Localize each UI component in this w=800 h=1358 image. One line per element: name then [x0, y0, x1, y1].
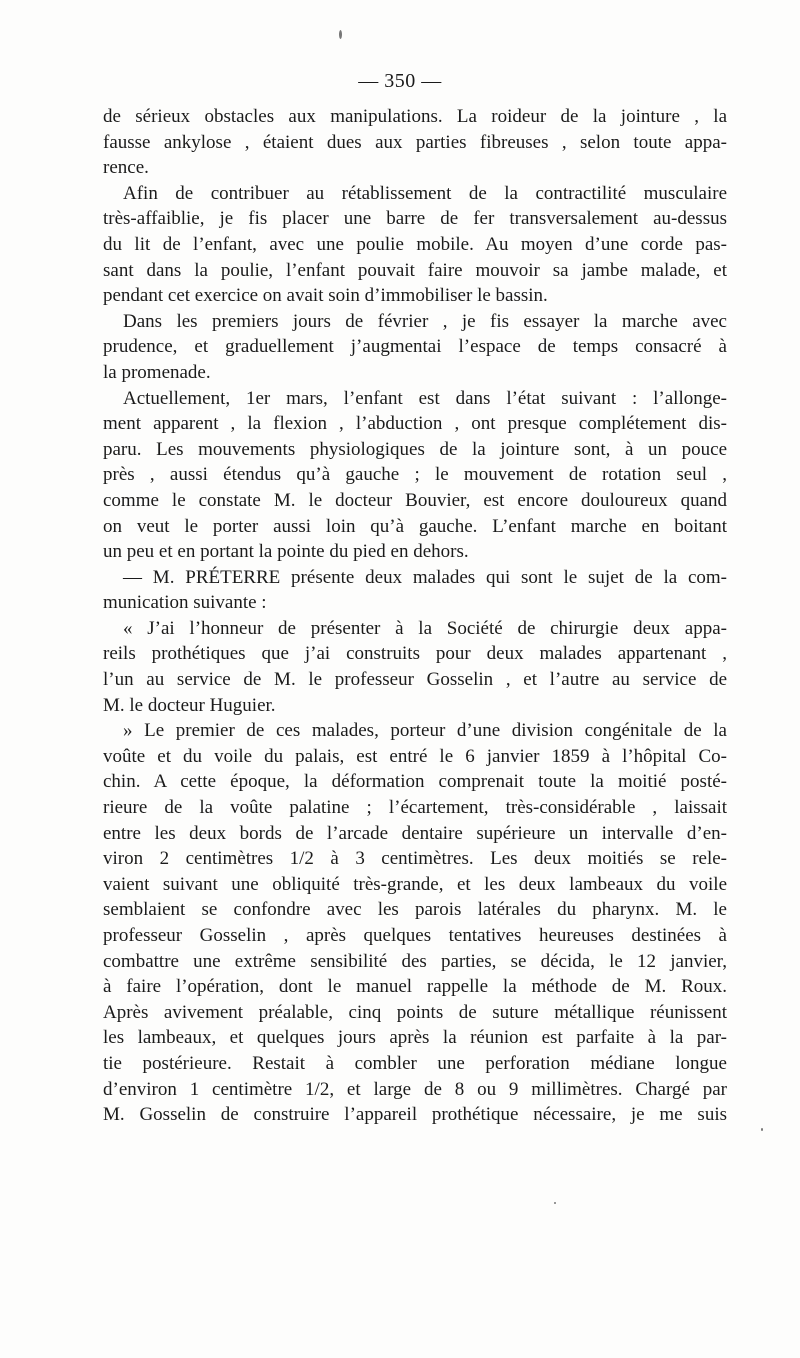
text-line: vaient suivant une obliquité très-grande, et les deux lambeaux du voile [103, 873, 727, 895]
text-line: reils prothétiques que j’ai construits pour deux malades appartenant , [103, 643, 727, 665]
text-line: la promenade. [103, 361, 211, 383]
text-line: — M. PRÉTERRE présente deux malades qui sont le sujet de la com- [123, 566, 727, 588]
text-line: fausse ankylose , étaient dues aux parties fibreuses , selon toute appa- [103, 131, 727, 153]
text-line: pendant cet exercice on avait soin d’immobiliser le bassin. [103, 285, 548, 307]
text-line: prudence, et graduellement j’augmentai l’espace de temps consacré à [103, 336, 727, 358]
text-line: d’environ 1 centimètre 1/2, et large de 8 ou 9 millimètres. Chargé par [103, 1078, 727, 1100]
text-line: paru. Les mouvements physiologiques de la jointure sont, à un pouce [103, 438, 727, 460]
text-line: chin. A cette époque, la déformation comprenait toute la moitié posté- [103, 771, 727, 793]
text-line: du lit de l’enfant, avec une poulie mobile. Au moyen d’une corde pas- [103, 233, 727, 255]
text-line: très-affaiblie, je fis placer une barre de fer transversalement au-dessus [103, 208, 727, 230]
scan-speck [554, 1202, 556, 1204]
text-line: semblaient se confondre avec les parois latérales du pharynx. M. le [103, 899, 727, 921]
text-line: l’un au service de M. le professeur Gosselin , et l’autre au service de [103, 669, 727, 691]
text-line: sant dans la poulie, l’enfant pouvait faire mouvoir sa jambe malade, et [103, 259, 727, 281]
text-line: à faire l’opération, dont le manuel rappelle la méthode de M. Roux. [103, 976, 727, 998]
text-line: près , aussi étendus qu’à gauche ; le mouvement de rotation seul , [103, 464, 727, 486]
text-line: Après avivement préalable, cinq points de suture métallique réunissent [103, 1001, 727, 1023]
text-line: on veut le porter aussi loin qu’à gauche. L’enfant marche en boitant [103, 515, 727, 537]
body-text [103, 104, 727, 1128]
text-line: rence. [103, 157, 149, 179]
text-line: professeur Gosselin , après quelques tentatives heureuses destinées à [103, 925, 727, 946]
scan-speck [761, 1128, 763, 1131]
text-line: de sérieux obstacles aux manipulations. La roideur de la jointure , la [103, 106, 727, 127]
text-line: entre les deux bords de l’arcade dentaire supérieure un intervalle d’en- [103, 822, 727, 844]
text-line: Afin de contribuer au rétablissement de la contractilité musculaire [123, 182, 727, 204]
text-line: Actuellement, 1er mars, l’enfant est dans l’état suivant : l’allonge- [123, 387, 727, 409]
text-line: munication suivante : [103, 592, 267, 614]
text-line: » Le premier de ces malades, porteur d’une division congénitale de la [123, 720, 727, 742]
text-line: ment apparent , la flexion , l’abduction , ont presque complétement dis- [103, 413, 727, 435]
text-line: tie postérieure. Restait à combler une perforation médiane longue [103, 1052, 727, 1074]
text-line: Dans les premiers jours de février , je fis essayer la marche avec [123, 310, 727, 332]
text-line: M. le docteur Huguier. [103, 694, 276, 716]
text-line: les lambeaux, et quelques jours après la réunion est parfaite à la par- [103, 1027, 727, 1049]
text-line: un peu et en portant la pointe du pied en dehors. [103, 541, 469, 563]
page-number: — 350 — [358, 70, 442, 92]
text-line: M. Gosselin de construire l’appareil prothétique nécessaire, je me suis [103, 1104, 727, 1126]
text-line: « J’ai l’honneur de présenter à la Société de chirurgie deux appa- [123, 617, 727, 639]
text-line: voûte et du voile du palais, est entré le 6 janvier 1859 à l’hôpital Co- [103, 745, 727, 767]
text-line: rieure de la voûte palatine ; l’écartement, très-considérable , laissait [103, 797, 727, 819]
text-line: comme le constate M. le docteur Bouvier, est encore douloureux quand [103, 489, 727, 511]
text-line: viron 2 centimètres 1/2 à 3 centimètres. Les deux moitiés se rele- [103, 848, 727, 870]
text-line: combattre une extrême sensibilité des parties, se décida, le 12 janvier, [103, 950, 727, 972]
scan-speck [339, 30, 342, 39]
